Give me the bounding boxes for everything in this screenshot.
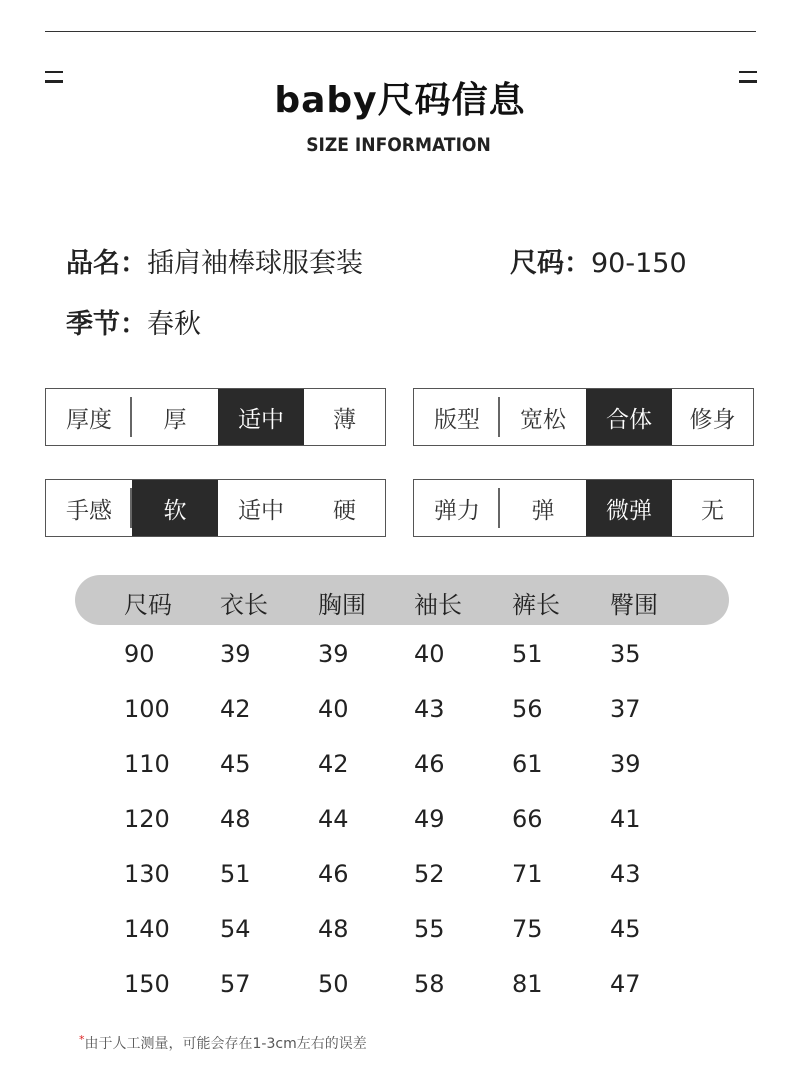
measurement-footnote [79,1033,367,1053]
season-line [66,302,201,341]
table-row [0,860,790,900]
table-cell: 43 [414,695,445,723]
feel-option: 硬 [333,497,356,524]
table-row [0,805,790,845]
table-cell: 44 [318,805,349,833]
thickness-option-selected: 适中 [218,389,304,445]
table-row [0,640,790,680]
table-cell: 51 [512,640,543,668]
table-cell: 48 [220,805,251,833]
table-cell: 50 [318,970,349,998]
fit-option-selected: 合体 [586,389,672,445]
fit-option: 修身 [689,406,736,433]
table-cell: 48 [318,915,349,943]
table-cell: 46 [318,860,349,888]
feel-attribute [45,479,386,537]
page-title: baby尺码信息 [274,80,526,121]
table-cell: 57 [220,970,251,998]
table-cell: 40 [318,695,349,723]
elasticity-label: 弹力 [414,480,500,536]
product-name-value: 插肩袖棒球服套装 [147,248,363,279]
table-header-cell: 衣长 [220,591,268,619]
top-divider [45,31,756,32]
elasticity-option: 弹 [531,497,555,524]
table-cell: 46 [414,750,445,778]
table-header-cell: 裤长 [512,591,560,619]
table-cell: 90 [124,640,155,668]
table-cell: 45 [610,915,641,943]
thickness-attribute [45,388,386,446]
elasticity-option: 无 [701,497,724,524]
table-cell: 75 [512,915,543,943]
size-range-key: 尺码： [510,248,591,279]
table-cell: 55 [414,915,445,943]
table-cell: 66 [512,805,543,833]
size-range-line [510,241,687,280]
table-cell: 52 [414,860,445,888]
product-name-line [66,241,363,280]
table-cell: 100 [124,695,170,723]
size-range-value: 90-150 [591,248,687,279]
table-cell: 43 [610,860,641,888]
table-cell: 41 [610,805,641,833]
table-cell: 39 [610,750,641,778]
table-cell: 120 [124,805,170,833]
table-cell: 56 [512,695,543,723]
footnote-text: 由于人工测量，可能会存在1-3cm左右的误差 [84,1036,367,1052]
table-cell: 71 [512,860,543,888]
table-cell: 110 [124,750,170,778]
thickness-option: 厚 [163,406,187,433]
table-cell: 47 [610,970,641,998]
table-cell: 35 [610,640,641,668]
table-cell: 51 [220,860,251,888]
table-cell: 45 [220,750,251,778]
table-cell: 40 [414,640,445,668]
elasticity-option-selected: 微弹 [586,480,672,536]
season-value: 春秋 [147,309,201,340]
table-cell: 42 [318,750,349,778]
fit-option: 宽松 [520,406,566,433]
footnote-asterisk: * [79,1033,85,1046]
feel-label: 手感 [46,480,132,536]
table-row [0,750,790,790]
table-cell: 42 [220,695,251,723]
table-header-cell: 尺码 [124,591,172,619]
table-cell: 37 [610,695,641,723]
fit-attribute [413,388,754,446]
feel-option: 适中 [238,497,284,524]
table-row [0,695,790,735]
table-cell: 54 [220,915,251,943]
table-cell: 39 [220,640,251,668]
table-row [0,915,790,955]
fit-label: 版型 [414,389,500,445]
table-cell: 140 [124,915,170,943]
page-subtitle: SIZE INFORMATION [306,134,491,156]
table-cell: 81 [512,970,543,998]
table-cell: 58 [414,970,445,998]
table-cell: 150 [124,970,170,998]
thickness-label: 厚度 [46,389,132,445]
feel-option-selected: 软 [132,480,218,536]
table-header-cell: 臀围 [610,591,658,619]
table-cell: 61 [512,750,543,778]
table-cell: 130 [124,860,170,888]
table-cell: 39 [318,640,349,668]
product-name-key: 品名： [66,248,147,279]
table-header-cell: 袖长 [414,591,462,619]
thickness-option: 薄 [333,406,356,433]
season-key: 季节： [66,309,147,340]
table-cell: 49 [414,805,445,833]
elasticity-attribute [413,479,754,537]
table-row [0,970,790,1010]
table-header-cell: 胸围 [318,591,366,619]
